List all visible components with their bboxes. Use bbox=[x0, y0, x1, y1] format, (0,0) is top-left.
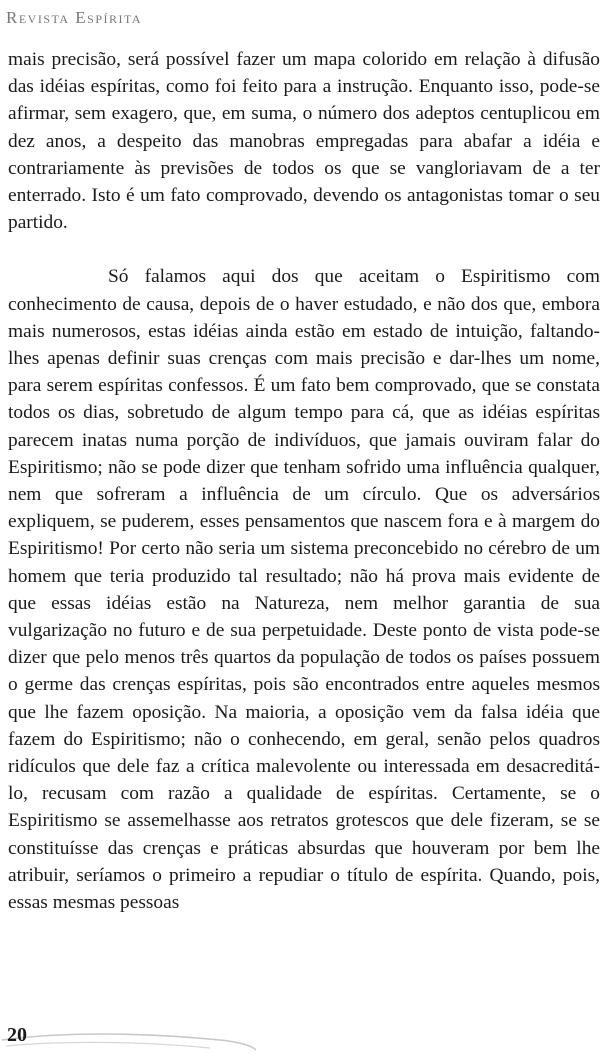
page-number: 20 bbox=[7, 1024, 27, 1046]
footer-swoosh-ornament bbox=[0, 1010, 260, 1054]
paragraph-2: Só falamos aqui dos que aceitam o Espiritismo com conhecimento de causa, depois de o haver estudado, e não dos que, embora mais numerosos, estas idéias ainda estão em estado de intuição, faltando-lhes apenas definir suas crenças com mais precisão e dar-lhes um nome, para serem espíritas confessos. É um fato bem comprovado, que se constata todos os dias, sobretudo de algum tempo para cá, que as idéias espíritas parecem inatas numa porção de indivíduos, que jamais ouviram falar do Espiritismo; não se pode dizer que tenham sofrido uma influência qualquer, nem que sofreram a influência de um círculo. Que os adversários expliquem, se puderem, esses pensamentos que nascem fora e à margem do Espiritismo! Por certo não seria um sistema preconcebido no cérebro de um homem que teria produzido tal resultado; não há prova mais evidente de que essas idéias estão na Natureza, nem melhor garantia de sua vulgarização no futuro e de sua perpetuidade. Deste ponto de vista pode-se dizer que pelo menos três quartos da população de todos os países possuem o germe das crenças espíritas, pois são encontrados entre aqueles mesmos que lhe fazem oposição. Na maioria, a oposição vem da falsa idéia que fazem do Espiritismo; não o conhecendo, em geral, senão pelos quadros ridículos que dele faz a crítica malevolente ou interessada em desacreditá-lo, recusam com razão a qualidade de espíritas. Certamente, se o Espiritismo se assemelhasse aos retratos grotescos que dele fizeram, se se constituísse das crenças e práticas absurdas que houveram por bem lhe atribuir, seríamos o primeiro a repudiar o título de espírita. Quando, pois, essas mesmas pessoas bbox=[8, 266, 600, 914]
paragraph-1: mais precisão, será possível fazer um mapa colorido em relação à difusão das idéias espíritas, como foi feito para a instrução. Enquanto isso, pode-se afirmar, sem exagero, que, em suma, o número dos adeptos centuplicou em dez anos, a despeito das manobras empregadas para abafar a idéia e contrariamente às previsões de todos os que se vangloriavam de a ter enterrado. Isto é um fato comprovado, devendo os antagonistas tomar o seu partido. bbox=[8, 49, 600, 234]
page-body bbox=[8, 46, 600, 916]
running-header: Revista Espírita bbox=[6, 8, 143, 27]
